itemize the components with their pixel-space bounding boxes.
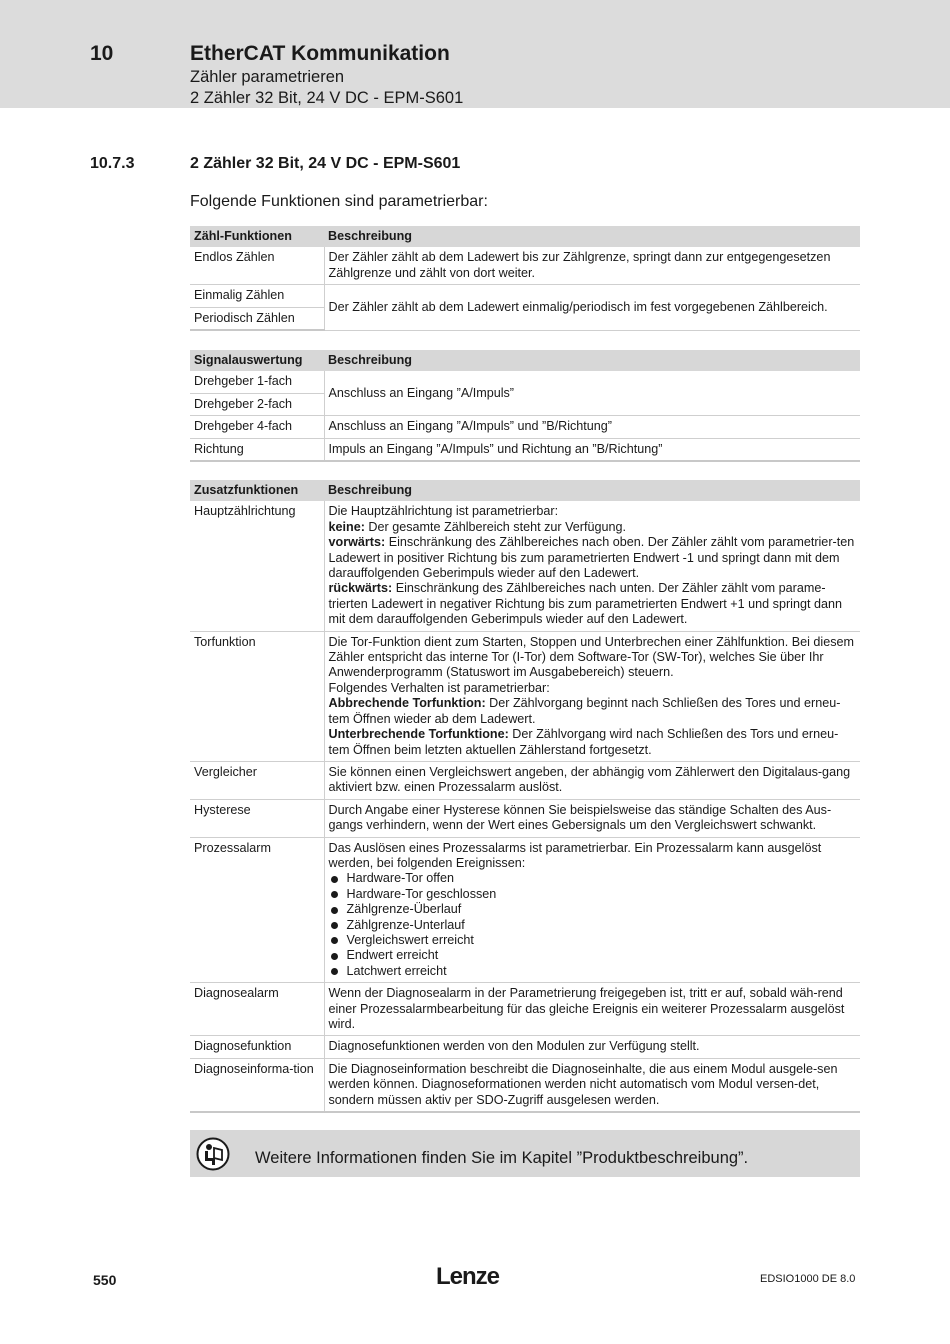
- function-name: Drehgeber 1-fach: [190, 371, 324, 393]
- list-item: Latchwert erreicht: [329, 964, 857, 979]
- section-title: 2 Zähler 32 Bit, 24 V DC - EPM-S601: [190, 155, 461, 172]
- page-number: 550: [93, 1272, 117, 1288]
- table-row: [190, 761, 860, 799]
- function-description: Anschluss an Eingang ”A/Impuls” und ”B/Richtung”: [324, 416, 860, 438]
- description-line: [329, 581, 857, 627]
- function-name: Prozessalarm: [190, 837, 324, 983]
- table-row: [190, 983, 860, 1036]
- table-row: [190, 438, 860, 461]
- function-name: Drehgeber 4-fach: [190, 416, 324, 438]
- function-description: [324, 631, 860, 761]
- table-row: [190, 501, 860, 631]
- function-description: [324, 837, 860, 983]
- document-id: EDSIO1000 DE 8.0: [760, 1273, 856, 1285]
- table-row: [190, 799, 860, 837]
- function-description: Der Zähler zählt ab dem Ladewert bis zur Zählgrenze, springt dann zur entgegengesetzen Zählgrenze und zählt von dort weiter.: [324, 247, 860, 284]
- description-line: Das Auslösen eines Prozessalarms ist parametrierbar. Ein Prozessalarm kann ausgelöst werden, bei folgenden Ereignissen:: [328, 840, 822, 870]
- term-text: Der gesamte Zählbereich steht zur Verfügung.: [364, 519, 627, 534]
- function-name: Hysterese: [190, 799, 324, 837]
- table-row: [190, 371, 860, 393]
- signal-evaluation-table: [190, 350, 860, 462]
- function-name: Periodisch Zählen: [190, 307, 324, 330]
- description-line: [329, 520, 857, 535]
- function-description: Diagnosefunktionen werden von den Modulen zur Verfügung stellt.: [324, 1036, 860, 1058]
- reading-person-icon: [196, 1137, 230, 1171]
- term-text: Einschränkung des Zählbereiches nach oben. Der Zähler zählt vom parametrier-ten Ladewert in positiver Richtung bis zum parametrierten Endwert -1 und springt dann mit dem darauffolgenden Geberimpuls wieder auf den Ladewert.: [328, 535, 855, 581]
- description-line: Folgendes Verhalten ist parametrierbar:: [328, 680, 550, 695]
- chapter-subtitle: Zähler parametrieren: [190, 68, 345, 86]
- column-header: Zusatzfunktionen: [190, 480, 324, 501]
- function-name: Diagnosefunktion: [190, 1036, 324, 1058]
- function-description: Der Zähler zählt ab dem Ladewert einmalig/periodisch im fest vorgegebenen Zählbereich.: [324, 285, 860, 330]
- function-name: Hauptzählrichtung: [190, 501, 324, 631]
- description-line: [329, 696, 857, 727]
- term-label: rückwärts:: [328, 581, 393, 596]
- term-text: Einschränkung des Zählbereiches nach unten. Der Zähler zählt vom parame-trierten Ladewert in negativer Richtung bis zum parametrierten Endwert +1 und springt dann mit dem darauffolgenden Geberimpuls wieder auf den Ladewert.: [328, 581, 842, 627]
- lenze-logo: Lenze: [436, 1263, 500, 1290]
- chapter-number: 10: [90, 42, 114, 65]
- description-line: Die Hauptzählrichtung ist parametrierbar:: [328, 504, 559, 519]
- list-item: Zählgrenze-Unterlauf: [329, 918, 857, 933]
- table-row: [190, 1058, 860, 1112]
- function-description: Impuls an Eingang ”A/Impuls” und Richtung an ”B/Richtung”: [324, 438, 860, 461]
- description-line: [329, 535, 857, 581]
- chapter-title: EtherCAT Kommunikation: [190, 42, 450, 65]
- description-line: Die Tor-Funktion dient zum Starten, Stoppen und Unterbrechen einer Zählfunktion. Bei diesem Zähler entspricht das interne Tor (I-Tor) dem Software-Tor (SW-Tor), welches Sie über Ihr Anwenderprogramm (Statuswort im Ausgabebereich) steuern.: [328, 634, 854, 680]
- column-header: Signalauswertung: [190, 350, 324, 371]
- function-description: Anschluss an Eingang ”A/Impuls”: [324, 371, 860, 415]
- function-name: Drehgeber 2-fach: [190, 393, 324, 415]
- function-name: Diagnosealarm: [190, 983, 324, 1036]
- term-text: Der Zählvorgang beginnt nach Schließen des Tores und erneu-tem Öffnen wieder ab dem Ladewert.: [328, 696, 841, 726]
- section-number: 10.7.3: [90, 155, 135, 172]
- function-name: Einmalig Zählen: [190, 285, 324, 307]
- function-description: Durch Angabe einer Hysterese können Sie beispielsweise das ständige Schalten des Aus-gangs verhindern, wenn der Wert eines Gebersignals um den Vergleichswert schwankt.: [324, 799, 860, 837]
- column-header: Beschreibung: [324, 480, 860, 501]
- function-name: Endlos Zählen: [190, 247, 324, 284]
- page-header: [0, 0, 950, 108]
- description-line: [329, 727, 857, 758]
- function-name: Vergleicher: [190, 761, 324, 799]
- function-description: Die Diagnoseinformation beschreibt die Diagnoseinhalte, die aus einem Modul ausgele-sen werden können. Diagnoseformationen werden nicht automatisch vom Modul versen-det, sondern müssen aktiv per SDO-Zugriff ausgelesen werden.: [324, 1058, 860, 1112]
- function-name: Diagnoseinforma-tion: [190, 1058, 324, 1112]
- additional-functions-table: [190, 480, 860, 1113]
- table-header-row: [190, 350, 860, 371]
- list-item: Vergleichswert erreicht: [329, 933, 857, 948]
- function-description: Sie können einen Vergleichswert angeben, der abhängig vom Zählerwert den Digitalaus-gang aktiviert bzw. einen Prozessalarm auslöst.: [324, 761, 860, 799]
- term-text: Der Zählvorgang wird nach Schließen des Tors und erneu-tem Öffnen beim letzten aktuellen Zählerstand fortgesetzt.: [328, 727, 839, 757]
- table-header-row: [190, 480, 860, 501]
- chapter-subtitle-2: 2 Zähler 32 Bit, 24 V DC - EPM-S601: [190, 89, 464, 107]
- table-row: [190, 631, 860, 761]
- list-item: Endwert erreicht: [329, 948, 857, 963]
- term-label: vorwärts:: [328, 535, 386, 550]
- table-row: [190, 247, 860, 284]
- function-description: Wenn der Diagnosealarm in der Parametrierung freigegeben ist, tritt er auf, sobald wäh-rend einer Prozessalarmbearbeitung für das gleiche Ereignis ein weiterer Prozessalarm ausgelöst wird.: [324, 983, 860, 1036]
- info-note: [190, 1130, 860, 1177]
- column-header: Beschreibung: [324, 226, 860, 247]
- list-item: Hardware-Tor offen: [329, 871, 857, 886]
- function-description: [324, 501, 860, 631]
- table-row: [190, 1036, 860, 1058]
- counting-functions-table: [190, 226, 860, 331]
- table-row: [190, 837, 860, 983]
- table-row: [190, 416, 860, 438]
- function-name: Torfunktion: [190, 631, 324, 761]
- intro-text: Folgende Funktionen sind parametrierbar:: [190, 193, 488, 210]
- event-list: [329, 871, 857, 979]
- table-row: [190, 285, 860, 307]
- function-name: Richtung: [190, 438, 324, 461]
- list-item: Zählgrenze-Überlauf: [329, 902, 857, 917]
- list-item: Hardware-Tor geschlossen: [329, 887, 857, 902]
- term-label: Abbrechende Torfunktion:: [328, 696, 486, 711]
- column-header: Zähl-Funktionen: [190, 226, 324, 247]
- column-header: Beschreibung: [324, 350, 860, 371]
- note-text: Weitere Informationen finden Sie im Kapitel ”Produktbeschreibung”.: [255, 1149, 749, 1167]
- term-label: keine:: [328, 519, 365, 534]
- table-header-row: [190, 226, 860, 247]
- term-label: Unterbrechende Torfunktione:: [328, 727, 509, 742]
